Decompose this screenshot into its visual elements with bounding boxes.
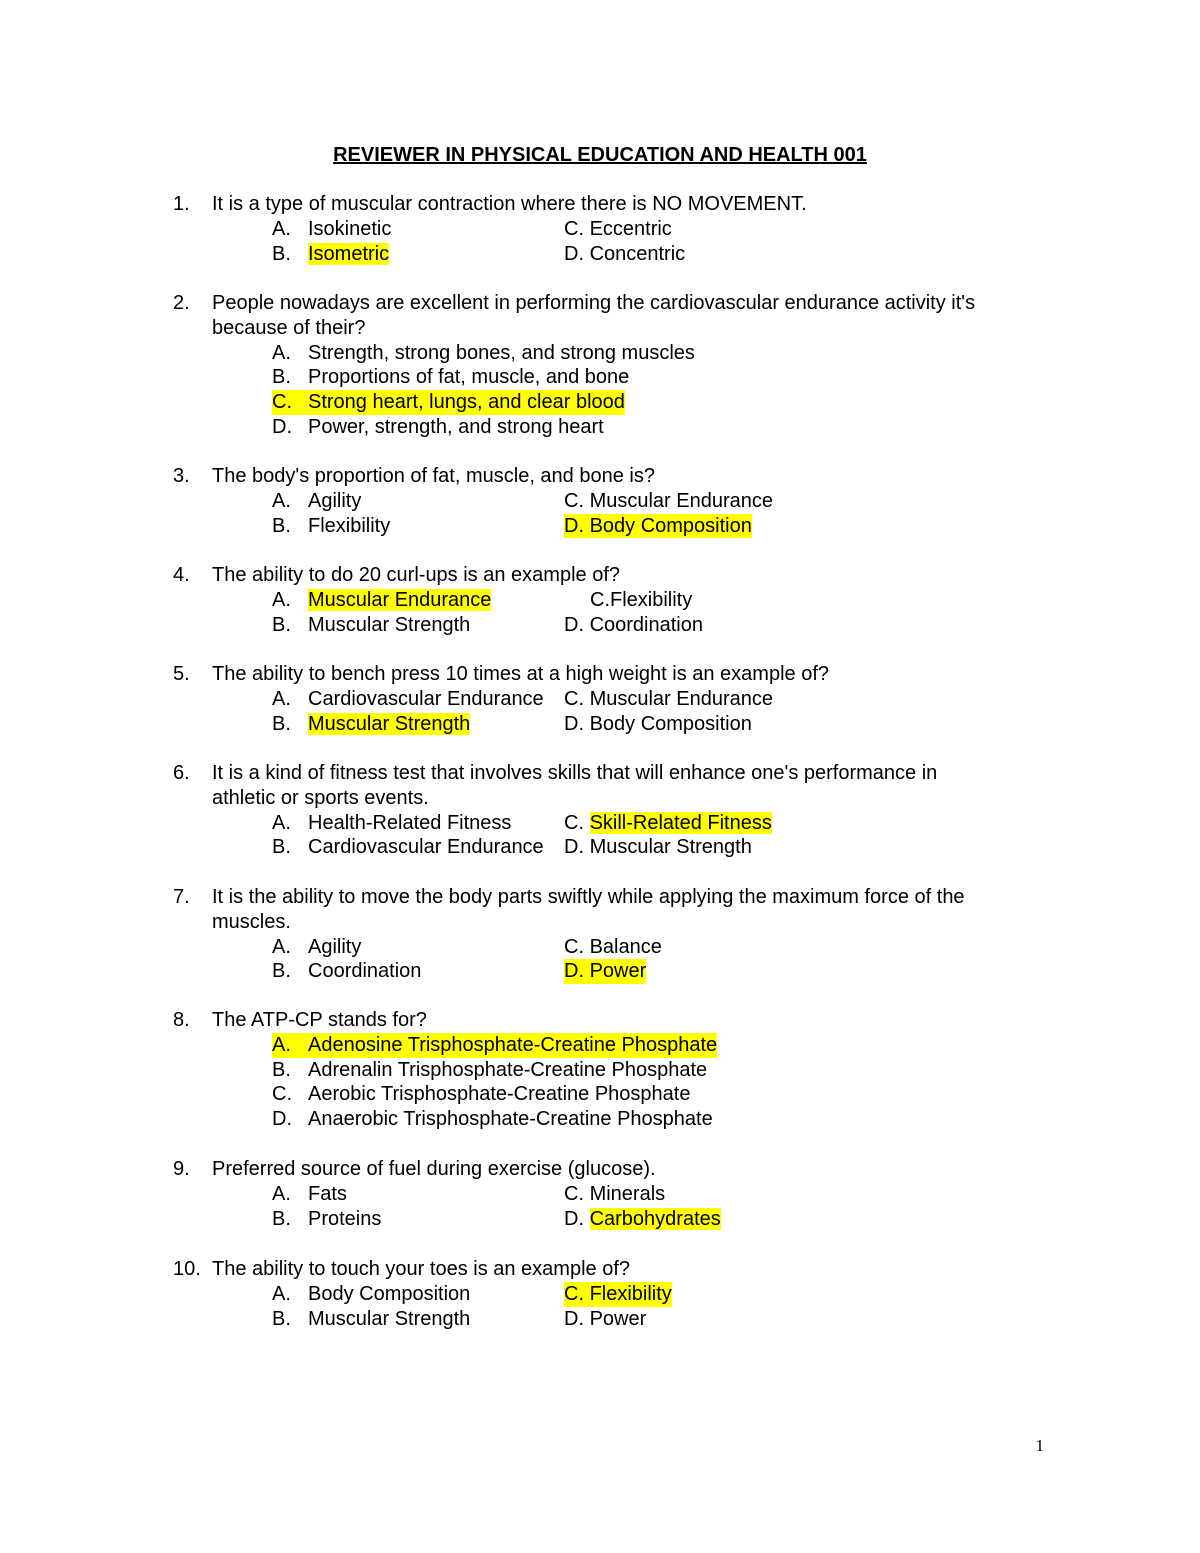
question-number: 1. (173, 193, 190, 215)
option-b: B. Coordination (272, 960, 422, 983)
option-a: A. Muscular Endurance (272, 588, 492, 611)
option-b: B. Cardiovascular Endurance (272, 836, 544, 859)
option-a: A. Adenosine Trisphosphate-Creatine Phosphate (272, 1033, 718, 1056)
option-c: C.Flexibility (590, 588, 693, 611)
question-10 (173, 1257, 1053, 1331)
option-a: A. Fats (272, 1182, 347, 1205)
question-text-continued: muscles. (212, 910, 291, 933)
question-5 (173, 662, 1053, 736)
question-number: 4. (173, 564, 190, 586)
option-a: A. Cardiovascular Endurance (272, 687, 544, 710)
answer-highlight: Body Composition (589, 514, 752, 537)
question-text: People nowadays are excellent in performing the cardiovascular endurance activity it's (212, 292, 976, 314)
option-c: C. Eccentric (564, 217, 672, 240)
question-text: Preferred source of fuel during exercise (glucose). (212, 1158, 656, 1180)
answer-highlight: Skill-Related Fitness (589, 811, 772, 834)
option-a: A. Agility (272, 489, 362, 512)
answer-highlight: Isometric (308, 242, 390, 265)
option-d: D. Carbohydrates (564, 1207, 721, 1230)
option-a: A. Health-Related Fitness (272, 811, 512, 834)
option-d: D. Anaerobic Trisphosphate-Creatine Phosphate (272, 1108, 713, 1131)
question-text: The ATP-CP stands for? (212, 1009, 427, 1031)
question-number: 7. (173, 886, 190, 908)
question-number: 3. (173, 465, 190, 487)
answer-highlight: Strong heart, lungs, and clear blood (308, 391, 625, 414)
question-number: 2. (173, 292, 190, 314)
question-4 (173, 563, 1053, 637)
option-c: C. Aerobic Trisphosphate-Creatine Phosphate (272, 1083, 691, 1106)
question-text: The ability to touch your toes is an example of? (212, 1258, 631, 1280)
option-a: A. Agility (272, 935, 362, 958)
question-2 (173, 291, 1053, 440)
question-text: The ability to do 20 curl-ups is an example of? (212, 564, 620, 586)
question-7 (173, 885, 1053, 984)
option-b: B. Adrenalin Trisphosphate-Creatine Phosphate (272, 1058, 708, 1081)
option-c: C. Minerals (564, 1182, 666, 1205)
page-title: REVIEWER IN PHYSICAL EDUCATION AND HEALTH 001 (333, 144, 867, 166)
question-number: 10. (173, 1258, 201, 1280)
page-number: 1 (1035, 1436, 1044, 1455)
option-b: B. Proteins (272, 1207, 382, 1230)
option-c: C. Skill-Related Fitness (564, 811, 772, 834)
option-c: C. Balance (564, 935, 662, 958)
option-b: B. Isometric (272, 242, 390, 265)
question-8 (173, 1008, 1053, 1132)
question-6 (173, 761, 1053, 860)
option-b: B. Muscular Strength (272, 712, 471, 735)
option-c: C. Flexibility (564, 1282, 672, 1305)
option-d: D. Coordination (564, 613, 703, 636)
option-d: D. Body Composition (564, 712, 752, 735)
answer-highlight: Adenosine Trisphosphate-Creatine Phosphate (308, 1033, 718, 1056)
option-d: D. Muscular Strength (564, 836, 752, 859)
question-text: The body's proportion of fat, muscle, and bone is? (212, 465, 655, 487)
question-number: 6. (173, 762, 190, 784)
question-text: It is a type of muscular contraction where there is NO MOVEMENT. (212, 193, 807, 215)
question-text-continued: because of their? (212, 316, 366, 339)
option-d: D. Concentric (564, 242, 686, 265)
answer-highlight: Flexibility (589, 1282, 672, 1305)
option-d: D. Body Composition (564, 514, 752, 537)
answer-highlight: Power (589, 960, 647, 983)
option-c: C. Strong heart, lungs, and clear blood (272, 391, 625, 414)
option-c: C. Muscular Endurance (564, 489, 773, 512)
question-number: 8. (173, 1009, 190, 1031)
option-b: B. Muscular Strength (272, 613, 471, 636)
question-number: 9. (173, 1158, 190, 1180)
question-number: 5. (173, 663, 190, 685)
question-1 (173, 192, 1053, 266)
option-a: A. Strength, strong bones, and strong muscles (272, 341, 695, 364)
answer-highlight: Muscular Strength (308, 712, 471, 735)
option-d: D. Power (564, 960, 647, 983)
option-a: A. Isokinetic (272, 217, 392, 240)
question-text: It is the ability to move the body parts swiftly while applying the maximum force of the (212, 886, 965, 908)
option-b: B. Flexibility (272, 514, 391, 537)
question-text-continued: athletic or sports events. (212, 786, 429, 809)
option-d: D. Power (564, 1307, 647, 1330)
answer-highlight: Carbohydrates (589, 1207, 721, 1230)
question-text: The ability to bench press 10 times at a high weight is an example of? (212, 663, 830, 685)
question-9 (173, 1157, 1053, 1231)
option-c: C. Muscular Endurance (564, 687, 773, 710)
option-b: B. Proportions of fat, muscle, and bone (272, 366, 630, 389)
option-a: A. Body Composition (272, 1282, 471, 1305)
answer-highlight: Muscular Endurance (308, 588, 492, 611)
question-text: It is a kind of fitness test that involves skills that will enhance one's performance in (212, 762, 938, 784)
question-3 (173, 464, 1053, 538)
option-b: B. Muscular Strength (272, 1307, 471, 1330)
option-d: D. Power, strength, and strong heart (272, 415, 604, 438)
